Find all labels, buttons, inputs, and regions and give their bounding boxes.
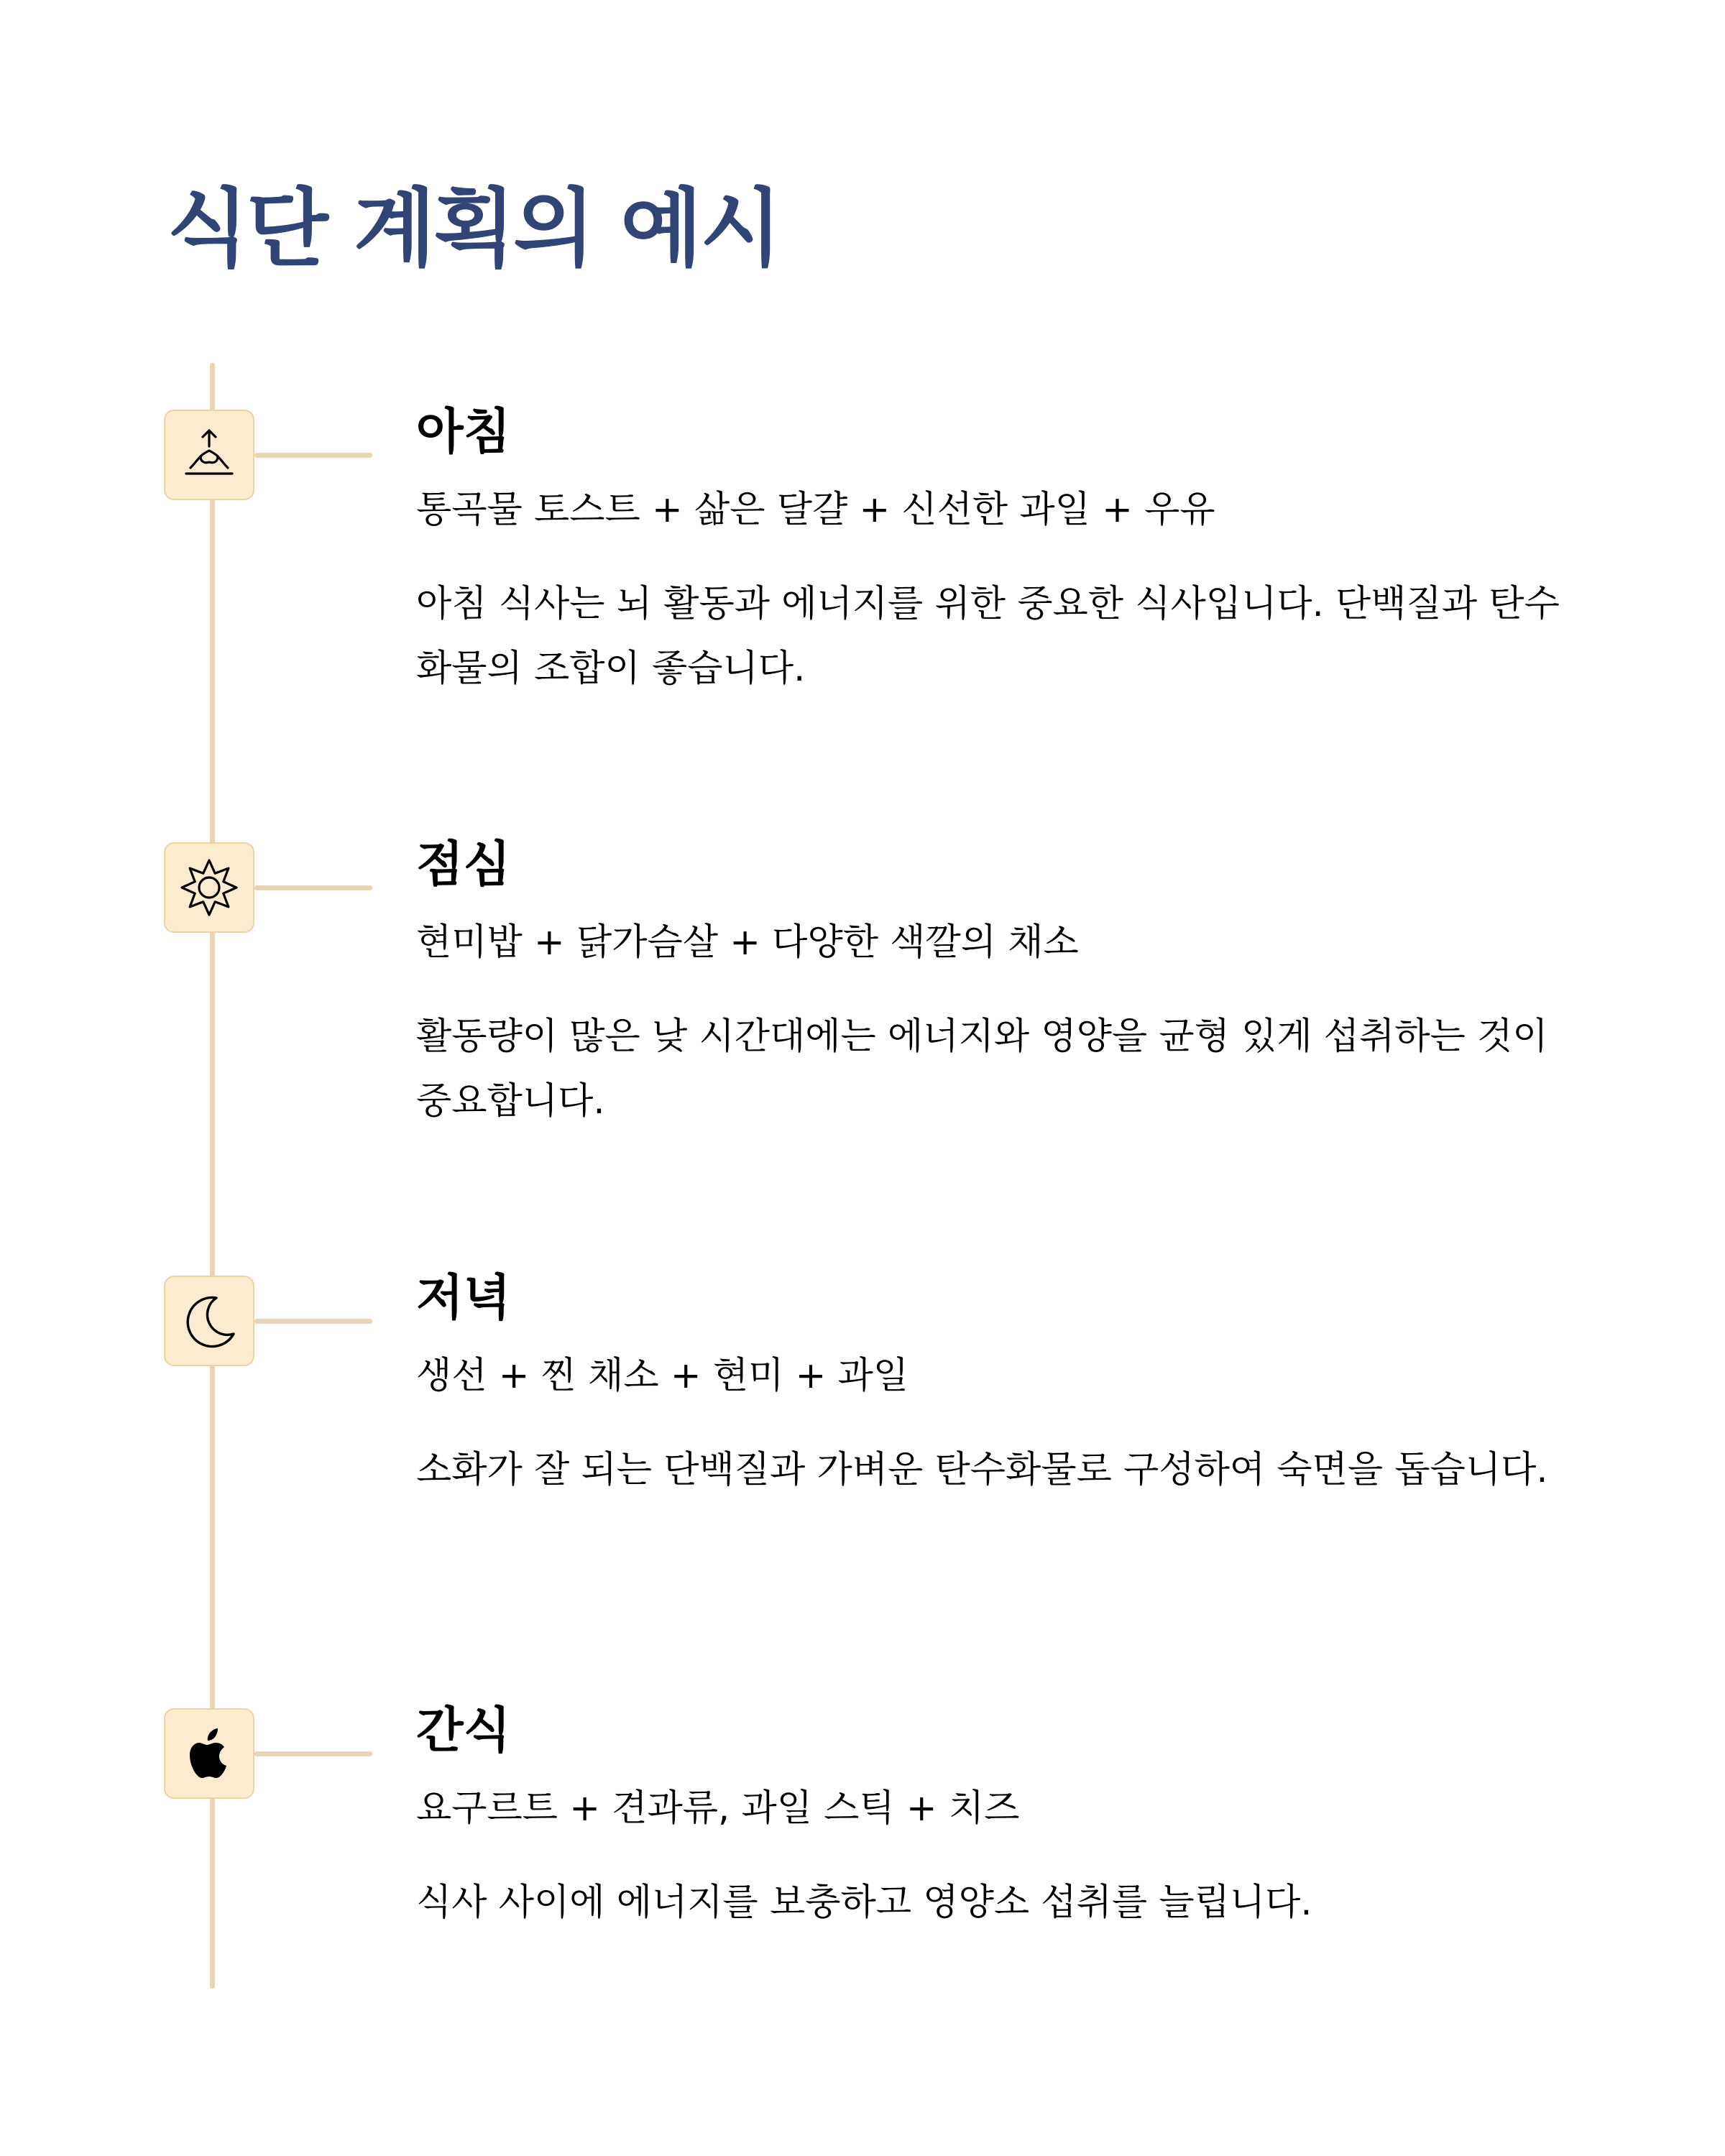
meal-title: 아침 [416,404,511,461]
timeline-connector [254,885,372,890]
meal-icon-box [164,842,254,933]
apple-icon [179,1723,239,1784]
meal-description: 아침 식사는 뇌 활동과 에너지를 위한 중요한 식사입니다. 단백질과 탄수화물의 조합이 좋습니다. [416,583,1560,690]
meal-menu: 생선 + 찐 채소 + 현미 + 과일 [416,1355,909,1397]
meal-menu: 요구르트 + 견과류, 과일 스틱 + 치즈 [416,1787,1020,1830]
sun-icon [179,857,239,918]
meal-lunch [0,837,1725,1187]
meal-breakfast [0,404,1725,755]
moon-icon [179,1291,239,1351]
meal-icon-box [164,1276,254,1366]
meal-description: 소화가 잘 되는 단백질과 가벼운 탄수화물로 구성하여 숙면을 돕습니다. [416,1449,1548,1491]
meal-description: 활동량이 많은 낮 시간대에는 에너지와 영양을 균형 있게 섭취하는 것이 중요합니다. [416,1015,1548,1123]
meal-title: 저녁 [416,1270,511,1327]
meal-title: 간식 [416,1703,511,1759]
meal-icon-box [164,410,254,500]
timeline-connector [254,453,372,458]
sunrise-icon [179,425,239,485]
timeline-connector [254,1319,372,1324]
meal-menu: 통곡물 토스트 + 삶은 달걀 + 신선한 과일 + 우유 [416,489,1215,531]
meal-icon-box [164,1708,254,1799]
meal-description: 식사 사이에 에너지를 보충하고 영양소 섭취를 늘립니다. [416,1881,1312,1924]
meal-title: 점심 [416,837,511,893]
meal-snack [0,1703,1725,2053]
meal-dinner [0,1270,1725,1621]
meal-menu: 현미밥 + 닭가슴살 + 다양한 색깔의 채소 [416,921,1079,964]
page-title: 식단 계획의 예시 [167,179,781,278]
timeline-connector [254,1751,372,1756]
